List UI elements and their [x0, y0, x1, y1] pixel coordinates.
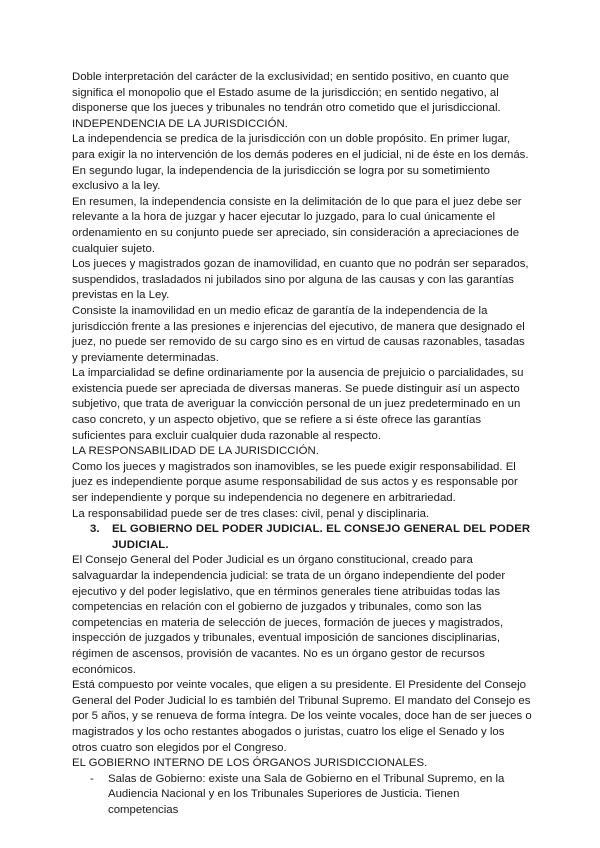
section-title: EL GOBIERNO DEL PODER JUDICIAL. EL CONSEJO GENERAL DEL PODER JUDICIAL.: [112, 523, 531, 551]
paragraph-independencia-resumen: En resumen, la independencia consiste en la delimitación de lo que para el juez debe ser relevante a la hora de juzgar y hacer ejecutar lo juzgado, para lo cual únicamente el ordenamiento en su conjunto puede ser apreciado, sin consideración a apreciaciones de cualquier sujeto.: [72, 195, 522, 255]
heading-independencia: INDEPENDENCIA DE LA JURISDICCIÓN.: [72, 117, 288, 130]
paragraph-responsabilidad-clases: La responsabilidad puede ser de tres clases: civil, penal y disciplinaria.: [72, 507, 430, 520]
section-heading-gobierno: [72, 522, 532, 553]
paragraph-responsabilidad: Como los jueces y magistrados son inamovibles, se les puede exigir responsabilidad. El juez es independiente porque asume responsabilidad de sus actos y es responsable por ser independiente y porque su independencia no degenere en arbitrariedad.: [72, 460, 518, 505]
paragraph-imparcialidad: La imparcialidad se define ordinariamente por la ausencia de prejuicio o parcialidades, su existencia puede ser apreciada de diversas maneras. Se puede distinguir así un aspecto subjetivo, que trata de averiguar la convicción personal de un juez predeterminado en un caso concreto, y un aspecto objetivo, que se refiere a si éste ofrece las garantías suficientes para excluir cualquier duda razonable al respecto.: [72, 367, 524, 442]
paragraph-inamovilidad: Los jueces y magistrados gozan de inamovilidad, en cuanto que no podrán ser separados, suspendidos, trasladados ni jubilados sino por alguna de las causas y con las garantías previstas en la Ley.: [72, 258, 529, 302]
paragraph-independencia-proposito: La independencia se predica de la jurisdicción con un doble propósito. En primer lugar, para exigir la no intervención de los demás poderes en el judicial, ni de éste en los demás. En segundo lugar, la independencia de la jurisdicción se logra por su sometimiento exclusivo a la ley.: [72, 133, 529, 193]
document-page: [72, 70, 532, 819]
heading-gobierno-interno: EL GOBIERNO INTERNO DE LOS ÓRGANOS JURISDICCIONALES.: [72, 757, 428, 770]
list-item-text: Salas de Gobierno: existe una Sala de Gobierno en el Tribunal Supremo, en la Audiencia Nacional y en los Tribunales Superiores de Justicia. Tienen competencias: [108, 772, 505, 816]
dash-bullet: -: [90, 772, 94, 785]
paragraph-inamovilidad-garantia: Consiste la inamovilidad en un medio eficaz de garantía de la independencia de la jurisdicción frente a las presiones e injerencias del ejecutivo, de manera que designado el juez, no puede ser removido de su cargo sino es en virtud de causas razonables, tasadas y previamente determinadas.: [72, 304, 525, 364]
paragraph-consejo-general: El Consejo General del Poder Judicial es un órgano constitucional, creado para salvaguardar la independencia judicial: se trata de un órgano independiente del poder ejecutivo y del poder legislativo, que en términos generales tiene atribuidas todas las competencias en relación con el gobierno de juzgados y tribunales, como son las competencias en materia de selección de jueces, formación de jueces y magistrados, inspección de juzgados y tribunales, eventual imposición de sanciones disciplinarias, régimen de ascensos, provisión de vacantes. No es un órgano gestor de recursos económicos.: [72, 554, 506, 676]
list-item: [72, 772, 532, 819]
paragraph-composicion: Está compuesto por veinte vocales, que eligen a su presidente. El Presidente del Consejo General del Poder Judicial lo es también del Tribunal Supremo. El mandato del Consejo es por 5 años, y se renueva de forma íntegra. De los veinte vocales, doce han de ser jueces o magistrados y los ocho restantes abogados o juristas, cuatro los elige el Senado y los otros cuatro son elegidos por el Congreso.: [72, 679, 532, 754]
heading-responsabilidad: LA RESPONSABILIDAD DE LA JURISDICCIÓN.: [72, 445, 319, 458]
section-number: 3.: [90, 523, 100, 536]
paragraph-exclusividad: Doble interpretación del carácter de la exclusividad; en sentido positivo, en cuanto que significa el monopolio que el Estado asume de la jurisdicción; en sentido negativo, al disponerse que los jueces y tribunales no tendrán otro cometido que el jurisdiccional.: [72, 71, 509, 115]
